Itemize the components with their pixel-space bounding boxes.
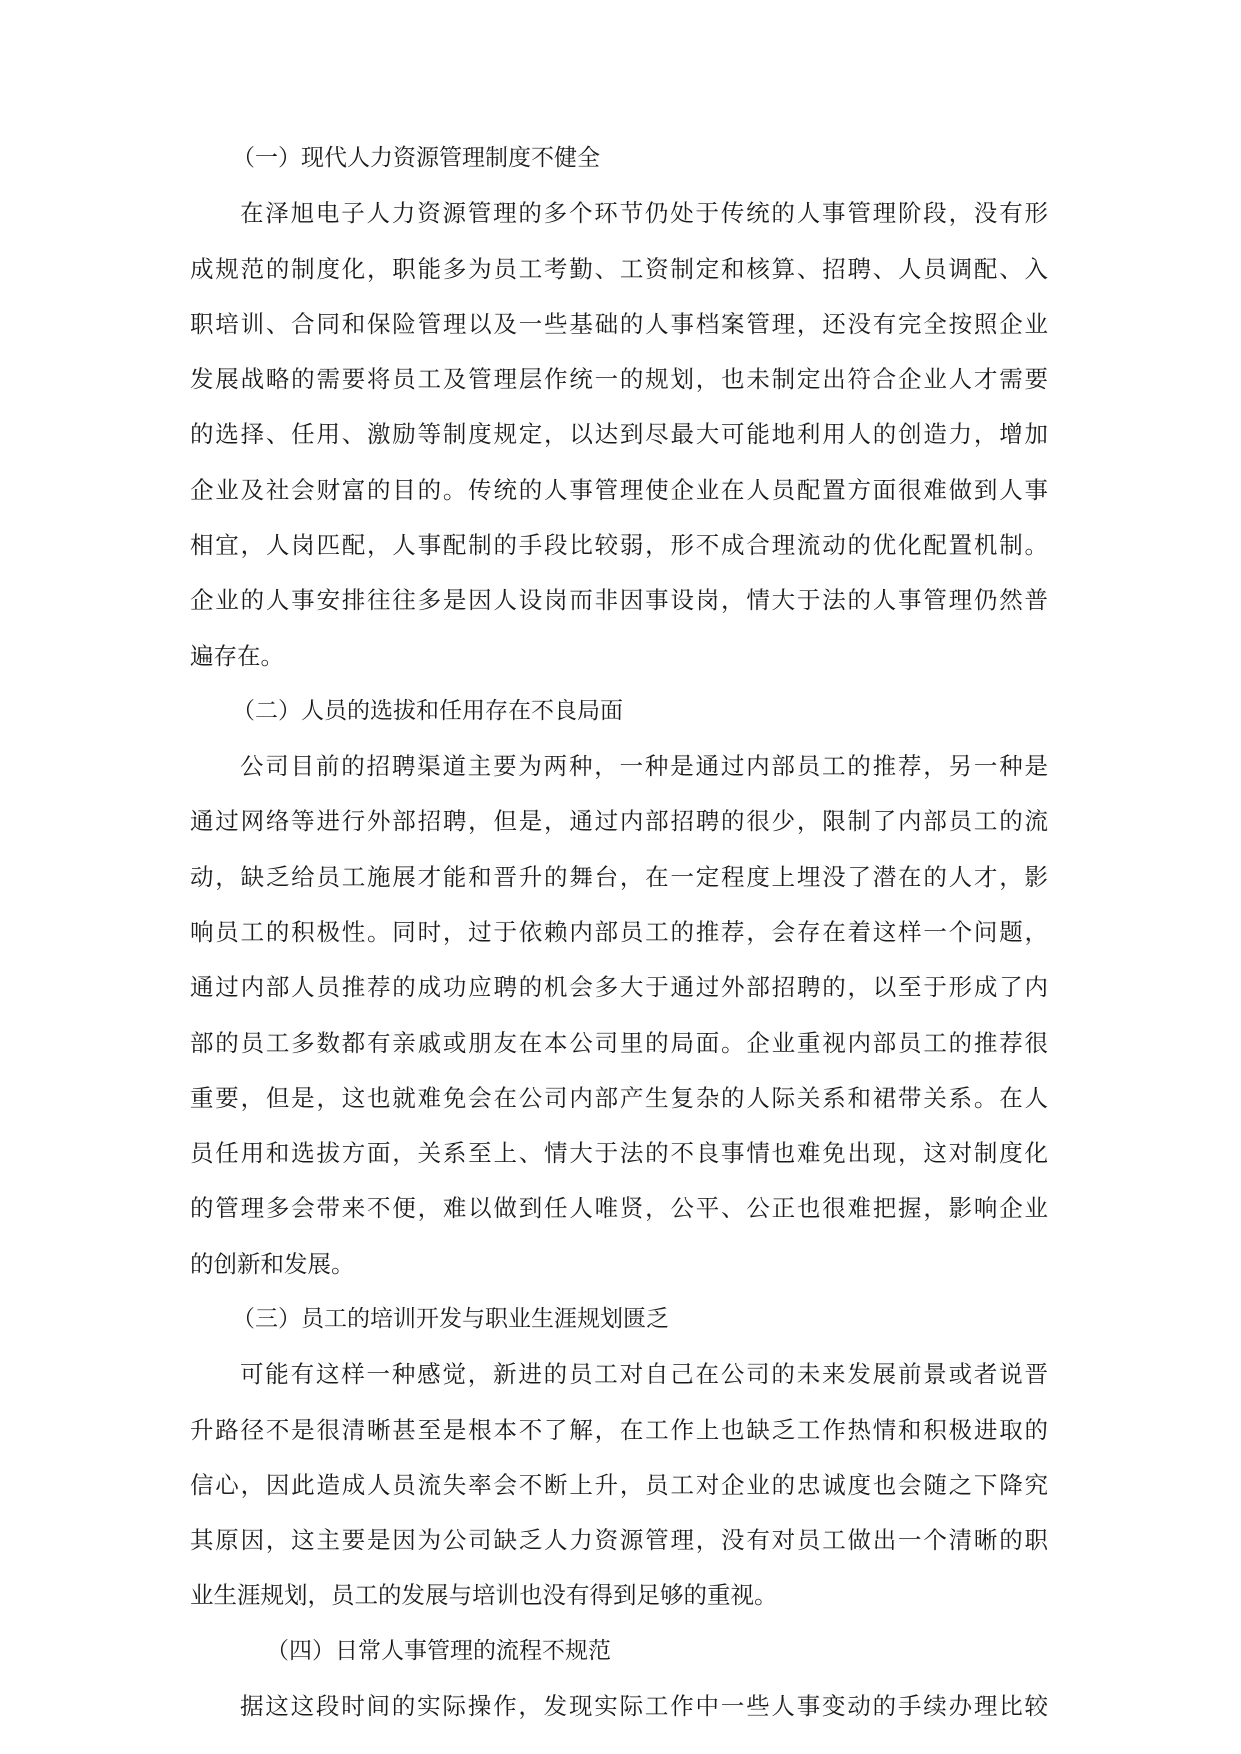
section-heading-1: （一）现代人力资源管理制度不健全 [232, 145, 600, 171]
paragraph-line: 升路径不是很清晰甚至是根本不了解，在工作上也缺乏工作热情和积极进取的 [190, 1416, 1048, 1444]
paragraph-line: 遍存在。 [190, 642, 284, 670]
paragraph-line: 在泽旭电子人力资源管理的多个环节仍处于传统的人事管理阶段，没有形 [240, 199, 1048, 227]
paragraph-line: 的创新和发展。 [190, 1250, 355, 1278]
paragraph-line: 通过网络等进行外部招聘，但是，通过内部招聘的很少，限制了内部员工的流 [190, 807, 1048, 835]
paragraph-line: 的管理多会带来不便，难以做到任人唯贤，公平、公正也很难把握，影响企业 [190, 1194, 1048, 1222]
paragraph-line: 部的员工多数都有亲戚或朋友在本公司里的局面。企业重视内部员工的推荐很 [190, 1029, 1048, 1057]
paragraph-line: 其原因，这主要是因为公司缺乏人力资源管理，没有对员工做出一个清晰的职 [190, 1526, 1048, 1554]
paragraph-line: 动，缺乏给员工施展才能和晋升的舞台，在一定程度上埋没了潜在的人才，影 [190, 863, 1048, 891]
paragraph-line: 可能有这样一种感觉，新进的员工对自己在公司的未来发展前景或者说晋 [240, 1360, 1048, 1388]
section-heading-4: （四）日常人事管理的流程不规范 [266, 1638, 611, 1664]
paragraph-line: 的选择、任用、激励等制度规定，以达到尽最大可能地利用人的创造力，增加 [190, 420, 1048, 448]
paragraph-line: 企业及社会财富的目的。传统的人事管理使企业在人员配置方面很难做到人事 [190, 476, 1048, 504]
paragraph-line: 业生涯规划，员工的发展与培训也没有得到足够的重视。 [190, 1581, 778, 1609]
paragraph-line: 据这这段时间的实际操作，发现实际工作中一些人事变动的手续办理比较 [240, 1692, 1048, 1720]
paragraph-line: 企业的人事安排往往多是因人设岗而非因事设岗，情大于法的人事管理仍然普 [190, 586, 1048, 614]
paragraph-line: 职培训、合同和保险管理以及一些基础的人事档案管理，还没有完全按照企业 [190, 310, 1048, 338]
paragraph-line: 公司目前的招聘渠道主要为两种，一种是通过内部员工的推荐，另一种是 [240, 752, 1048, 780]
paragraph-line: 响员工的积极性。同时，过于依赖内部员工的推荐，会存在着这样一个问题， [190, 918, 1048, 946]
paragraph-line: 员任用和选拔方面，关系至上、情大于法的不良事情也难免出现，这对制度化 [190, 1139, 1048, 1167]
paragraph-line: 通过内部人员推荐的成功应聘的机会多大于通过外部招聘的，以至于形成了内 [190, 973, 1048, 1001]
paragraph-line: 发展战略的需要将员工及管理层作统一的规划，也未制定出符合企业人才需要 [190, 365, 1048, 393]
paragraph-line: 重要，但是，这也就难免会在公司内部产生复杂的人际关系和裙带关系。在人 [190, 1084, 1048, 1112]
section-heading-2: （二）人员的选拔和任用存在不良局面 [232, 698, 623, 724]
paragraph-line: 信心，因此造成人员流失率会不断上升，员工对企业的忠诚度也会随之下降究 [190, 1471, 1048, 1499]
paragraph-line: 相宜，人岗匹配，人事配制的手段比较弱，形不成合理流动的优化配置机制。 [190, 531, 1048, 559]
section-heading-3: （三）员工的培训开发与职业生涯规划匮乏 [232, 1306, 669, 1332]
paragraph-line: 成规范的制度化，职能多为员工考勤、工资制定和核算、招聘、人员调配、入 [190, 255, 1048, 283]
